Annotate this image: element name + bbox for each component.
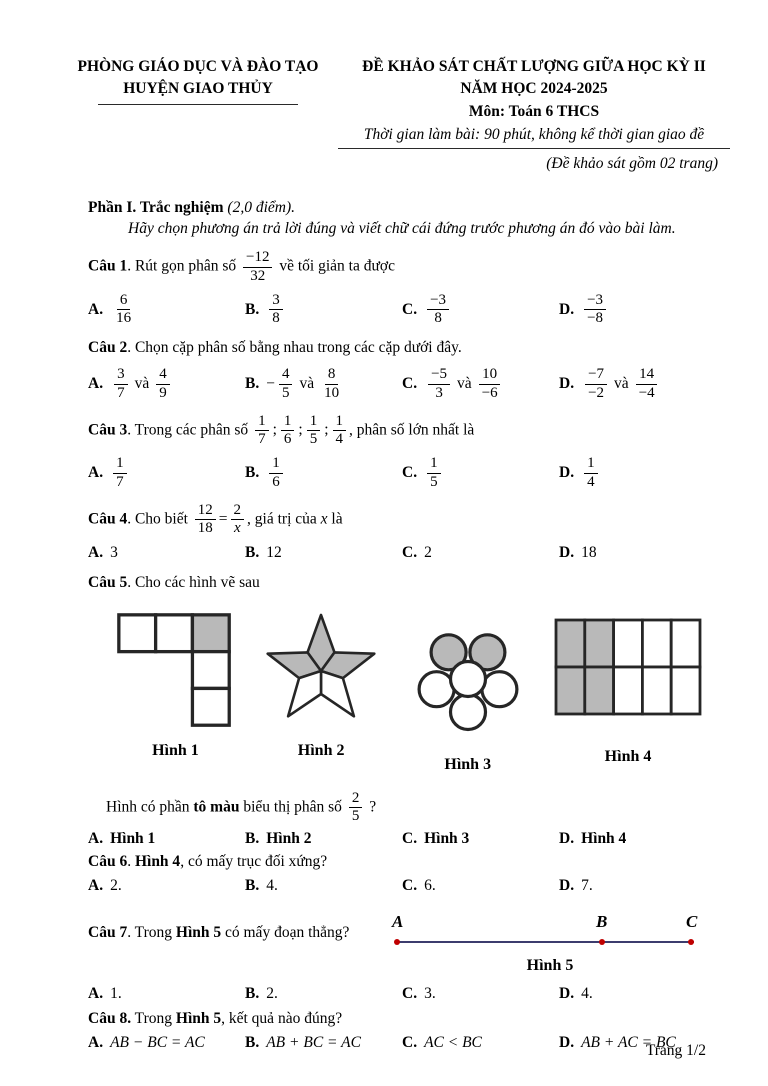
question-6-label: Câu 6 [88,852,128,870]
part-title: Trắc nghiệm [139,199,224,217]
point-label-a: A [392,911,404,931]
question-2-text: . Chọn cặp phân số bằng nhau trong các cặp dưới đây. [127,339,462,357]
option-d: D. $\frac{1}{4}$ [559,455,710,491]
fraction: $\frac{-3}{-8}$ [584,292,606,328]
part-points: (2,0 điểm). [223,199,295,217]
question-5-options [88,830,710,848]
fraction: $\frac{14}{-4}$ [636,366,658,402]
question-8: Câu 8. Trong Hình 5, kết quả nào đúng? [88,1009,343,1027]
fraction: $\frac{3}{8}$ [269,292,283,328]
fraction: $\frac{4}{5}$ [279,366,293,402]
option-c: C. $\frac{-5}{3}$ và $\frac{10}{-6}$ [402,366,559,402]
fraction: $\frac{1}{4}$ [333,413,347,449]
fraction: $\frac{1}{5}$ [427,455,441,491]
option-c: C. 6. [402,876,436,894]
question-4-text-mid: , giá trị của [247,510,321,528]
figure-2-caption: Hình 2 [297,742,345,760]
question-4-label: Câu 4 [88,510,128,528]
header-right-rule [338,148,730,149]
point-label-c: C [686,911,698,931]
question-1-options [88,292,710,328]
question-8-text: , kết quả nào đúng? [221,1009,343,1027]
question-4-text: . Cho biết [127,510,192,528]
point-b-dot [599,939,605,945]
exam-body [88,199,710,1051]
question-6-options [88,877,710,895]
part-heading [88,199,710,217]
option-b: B. − $\frac{4}{5}$ và $\frac{8}{10}$ [245,366,402,402]
duration-line: Thời gian làm bài: 90 phút, không kể thời gian giao đề [363,126,705,144]
figure-4-caption: Hình 4 [604,748,652,766]
figure-hinh-5 [390,911,710,975]
option-b: B. AB + BC = AC [245,1033,361,1051]
fraction: $\frac{3}{7}$ [114,366,128,402]
pages-note: (Đề khảo sát gồm 02 trang) [546,154,718,172]
figure-hinh-4 [546,610,710,774]
option-b: B. 4. [245,876,278,894]
question-7-text: có mấy đoạn thẳng? [221,923,350,941]
option-d: D. 4. [559,984,593,1002]
question-3-text: . Trong các phân số [127,421,253,439]
option-c: C. $\frac{-3}{8}$ [402,292,559,328]
question-6-text: , có mấy trục đối xứng? [180,852,328,870]
question-3-label: Câu 3 [88,421,128,439]
figure-1-caption: Hình 1 [152,742,199,760]
authority-line2: HUYỆN GIAO THỦY [123,80,273,98]
question-1 [88,249,710,285]
question-7-label: Câu 7 [88,923,128,941]
question-4-text-after: là [327,510,343,528]
fraction: $\frac{1}{4}$ [584,455,598,491]
option-d: D. AB + AC = BC [559,1033,676,1051]
to-mau-bold: tô màu [193,798,240,816]
question-8-options [88,1034,710,1052]
fraction: $\frac{8}{10}$ [324,366,340,401]
option-c: C. Hình 3 [402,829,470,847]
page-number: Trang 1/2 [645,1042,706,1059]
instruction-line: Hãy chọn phương án trả lời đúng và viết chữ cái đứng trước phương án đó vào bài làm. [128,220,676,238]
option-b: B. $\frac{1}{6}$ [245,455,402,491]
part-dot: . [132,199,140,217]
option-b: B. $\frac{3}{8}$ [245,292,402,328]
fraction: $\frac{2}{x}$ [231,502,245,538]
question-5 [88,573,710,594]
fraction: $\frac{1}{7}$ [113,455,127,491]
fraction: $\frac{-12}{32}$ [243,249,272,285]
fraction: $\frac{2}{5}$ [349,790,363,826]
school-year: NĂM HỌC 2024-2025 [460,80,608,98]
option-b: B. 2. [245,984,278,1002]
subject-line: Môn: Toán 6 THCS [468,102,600,120]
option-a: A. Hình 1 [88,829,156,847]
equals-sign: = [218,510,228,528]
question-1-label: Câu 1 [88,257,128,275]
figure-5-caption: Hình 5 [526,956,574,974]
l-shape-squares-figure [114,610,236,736]
authority-line1: PHÒNG GIÁO DỤC VÀ ĐÀO TẠO [77,58,319,75]
question-7-row [88,911,710,975]
option-b: B. Hình 2 [245,829,312,847]
option-d: D. $\frac{-7}{-2}$ và $\frac{14}{-4}$ [559,366,710,402]
point-a-dot [394,939,400,945]
question-8-label: Câu 8. [88,1009,132,1027]
exam-title: ĐỀ KHẢO SÁT CHẤT LƯỢNG GIỮA HỌC KỲ II [362,58,706,75]
question-7: Câu 7. Trong Hình 5 có mấy đoạn thẳng? [88,923,350,941]
fraction: $\frac{1}{5}$ [307,413,321,449]
question-2 [88,338,710,359]
fraction: $\frac{1}{6}$ [269,455,283,491]
exam-title-block [338,56,730,175]
page-header [0,0,768,175]
fraction: $\frac{1}{7}$ [255,413,269,449]
fraction: $\frac{-5}{3}$ [428,366,450,402]
star-figure [260,610,382,736]
figures-row [98,610,710,774]
question-1-text-after: về tối giản ta được [275,257,395,275]
figure-hinh-2 [253,610,390,774]
option-a: A. 2. [88,876,122,894]
issuing-authority-block [58,56,338,175]
option-a: A. $\frac{3}{7}$ và $\frac{4}{9}$ [88,366,245,402]
question-2-options [88,366,710,402]
fraction: $\frac{-3}{8}$ [427,292,449,328]
point-c-dot [688,939,694,945]
hinh-4-ref: Hình 4 [134,852,181,870]
question-2-label: Câu 2 [88,339,128,357]
question-5-ask: Hình có phần tô màu biểu thị phân số $\frac{2}{5}$ ? [106,790,377,825]
option-a: A. AB − BC = AC [88,1033,205,1051]
question-3-text-after: , phân số lớn nhất là [349,421,475,439]
question-6: Câu 6. Hình 4, có mấy trục đối xứng? [88,852,328,870]
fraction: $\frac{4}{9}$ [156,366,170,402]
option-c: C. $\frac{1}{5}$ [402,455,559,491]
fraction: $\frac{6}{16}$ [116,291,132,327]
point-label-b: B [596,911,608,931]
question-7-options [88,985,710,1003]
hinh-5-ref: Hình 5 [175,923,222,941]
segment-figure [390,911,710,957]
circles-figure [413,610,523,750]
option-b: B. 12 [245,544,282,562]
fraction: $\frac{10}{-6}$ [479,366,501,402]
option-d: D. 18 [559,544,597,562]
option-d: D. Hình 4 [559,829,627,847]
option-c: C. 3. [402,984,436,1002]
option-c: C. 2 [402,544,432,562]
fraction: $\frac{12}{18}$ [195,502,216,538]
question-3: Câu 3. Trong các phân số $\frac{1}{7}$ ; $\frac{1}{6}$ ; $\frac{1}{5}$ ; $\frac{1}{4}$ , phân số lớn nhất là [88,412,475,448]
option-d: D. $\frac{-3}{-8}$ [559,292,710,328]
option-d: D. 7. [559,876,593,894]
option-a: A. 3 [88,544,118,562]
header-left-rule [98,104,298,105]
option-a: A. $\frac{6}{16}$ [88,292,245,328]
question-5-text: . Cho các hình vẽ sau [127,574,260,592]
option-c: C. AC < BC [402,1033,482,1051]
part-label: Phần I [88,199,133,217]
question-4-options [88,544,710,562]
fraction: $\frac{-7}{-2}$ [585,366,607,402]
figure-hinh-1 [98,610,253,774]
hinh-5-ref: Hình 5 [175,1009,222,1027]
figure-hinh-3 [399,610,536,774]
option-a: A. 1. [88,984,122,1002]
figure-3-caption: Hình 3 [444,756,492,774]
question-4 [88,502,710,538]
grid-figure [552,610,704,742]
variable-x: x [320,510,328,528]
question-3-options [88,455,710,491]
fraction: $\frac{1}{6}$ [281,413,295,449]
question-1-text: . Rút gọn phân số [127,257,241,275]
option-a: A. $\frac{1}{7}$ [88,455,245,491]
question-5-label: Câu 5 [88,574,128,592]
